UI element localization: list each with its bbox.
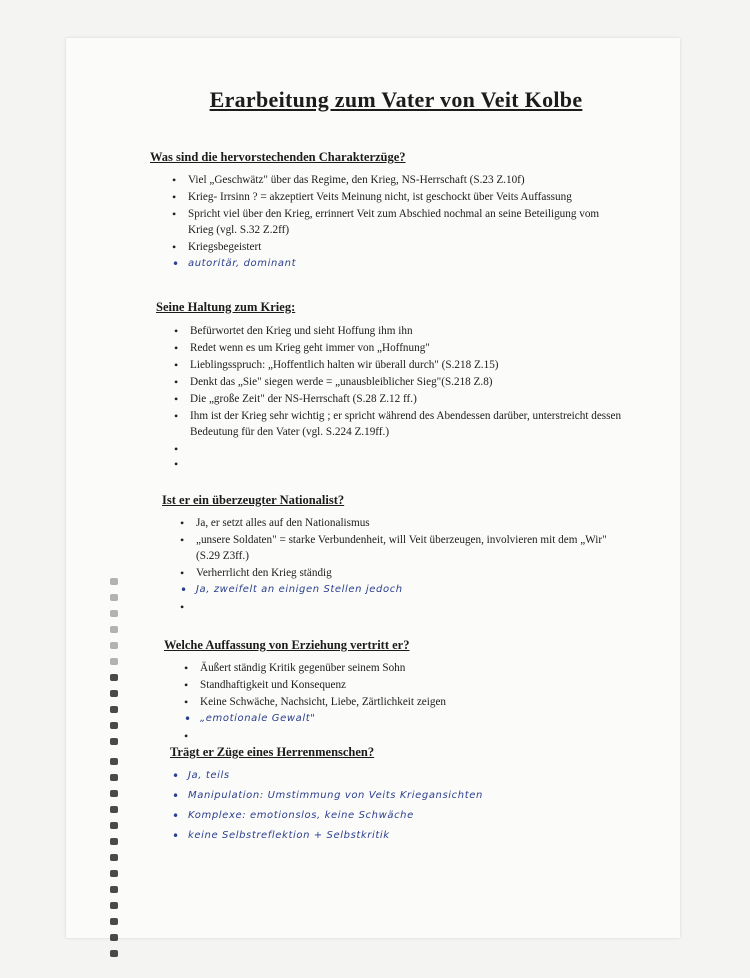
- binding-hole: [110, 774, 118, 781]
- binding-hole: [110, 610, 118, 617]
- binding-hole: [110, 738, 118, 745]
- binding-hole: [110, 758, 118, 765]
- binding-hole: [110, 706, 118, 713]
- handwritten-list-item: • Komplexe: emotionslos, keine Schwäche: [172, 808, 592, 824]
- list-item: • Äußert ständig Kritik gegenüber seinem Sohn: [184, 660, 584, 676]
- list-item: • Ja, er setzt alles auf den Nationalismus: [180, 515, 630, 531]
- binding-hole: [110, 838, 118, 845]
- empty-list-item: [174, 456, 624, 470]
- binding-hole: [110, 822, 118, 829]
- empty-list-item: [180, 599, 630, 613]
- section-heading-charakterzuege: Was sind die hervorstechenden Charakterzüge?: [150, 150, 406, 164]
- handwritten-list-item: • autoritär, dominant: [172, 256, 612, 272]
- list-item: • „unsere Soldaten" = starke Verbundenheit, will Veit überzeugen, involvieren mit dem „Wir" (S.29 Z3ff.): [180, 532, 630, 564]
- list-erziehung: [184, 660, 584, 743]
- list-item: • Die „große Zeit" der NS-Herrschaft (S.28 Z.12 ff.): [174, 391, 624, 407]
- binding-hole: [110, 934, 118, 941]
- list-item: • Ihm ist der Krieg sehr wichtig ; er spricht während des Abendessen darüber, unterstreicht dessen Bedeutung für den Vater (vgl. S.224 Z.19ff.): [174, 408, 624, 440]
- list-item: • Kriegsbegeistert: [172, 239, 612, 255]
- binding-hole: [110, 806, 118, 813]
- binding-hole: [110, 674, 118, 681]
- binding-hole: [110, 722, 118, 729]
- binding-hole: [110, 578, 118, 585]
- binding-hole: [110, 854, 118, 861]
- list-nationalist: [180, 515, 630, 614]
- list-item: • Lieblingsspruch: „Hoffentlich halten wir überall durch" (S.218 Z.15): [174, 357, 624, 373]
- handwritten-list-item: • Ja, teils: [172, 768, 592, 784]
- list-item: • Denkt das „Sie" siegen werde = „unausbleiblicher Sieg"(S.218 Z.8): [174, 374, 624, 390]
- handwritten-list-item: • Manipulation: Umstimmung von Veits Kriegansichten: [172, 788, 592, 804]
- list-item: • Verherrlicht den Krieg ständig: [180, 565, 630, 581]
- empty-list-item: [184, 728, 584, 742]
- handwritten-list-item: • keine Selbstreflektion + Selbstkritik: [172, 828, 592, 844]
- binding-hole: [110, 690, 118, 697]
- binding-hole: [110, 790, 118, 797]
- binding-hole: [110, 886, 118, 893]
- list-item: • Standhaftigkeit und Konsequenz: [184, 677, 584, 693]
- section-heading-erziehung: Welche Auffassung von Erziehung vertritt er?: [164, 638, 410, 652]
- section-heading-haltung-krieg: Seine Haltung zum Krieg:: [156, 300, 296, 314]
- page-title: Erarbeitung zum Vater von Veit Kolbe: [209, 87, 583, 112]
- section-heading-nationalist: Ist er ein überzeugter Nationalist?: [162, 493, 345, 507]
- binding-hole: [110, 870, 118, 877]
- document-page: [66, 38, 680, 938]
- spiral-binding-holes: [110, 578, 122, 978]
- handwritten-list-item: • Ja, zweifelt an einigen Stellen jedoch: [180, 582, 630, 598]
- binding-hole: [110, 626, 118, 633]
- list-item: • Keine Schwäche, Nachsicht, Liebe, Zärtlichkeit zeigen: [184, 694, 584, 710]
- binding-hole: [110, 950, 118, 957]
- binding-hole: [110, 658, 118, 665]
- list-item: • Befürwortet den Krieg und sieht Hoffung ihm ihn: [174, 323, 624, 339]
- list-item: • Krieg- Irrsinn ? = akzeptiert Veits Meinung nicht, ist geschockt über Veits Auffassung: [172, 189, 612, 205]
- binding-hole: [110, 918, 118, 925]
- binding-hole: [110, 642, 118, 649]
- list-item: • Redet wenn es um Krieg geht immer von „Hoffnung": [174, 340, 624, 356]
- empty-list-item: [174, 441, 624, 455]
- binding-hole: [110, 594, 118, 601]
- list-item: • Viel „Geschwätz" über das Regime, den Krieg, NS-Herrschaft (S.23 Z.10f): [172, 172, 612, 188]
- list-haltung-krieg: [174, 323, 624, 471]
- section-heading-herrenmenschen: Trägt er Züge eines Herrenmenschen?: [170, 745, 375, 759]
- list-herrenmenschen: [172, 768, 592, 848]
- list-charakterzuege: [172, 172, 612, 273]
- handwritten-list-item: • „emotionale Gewalt": [184, 711, 584, 727]
- list-item: • Spricht viel über den Krieg, errinnert Veit zum Abschied nochmal an seine Beteiligung vom Krieg (vgl. S.32 Z.2ff): [172, 206, 612, 238]
- binding-hole: [110, 902, 118, 909]
